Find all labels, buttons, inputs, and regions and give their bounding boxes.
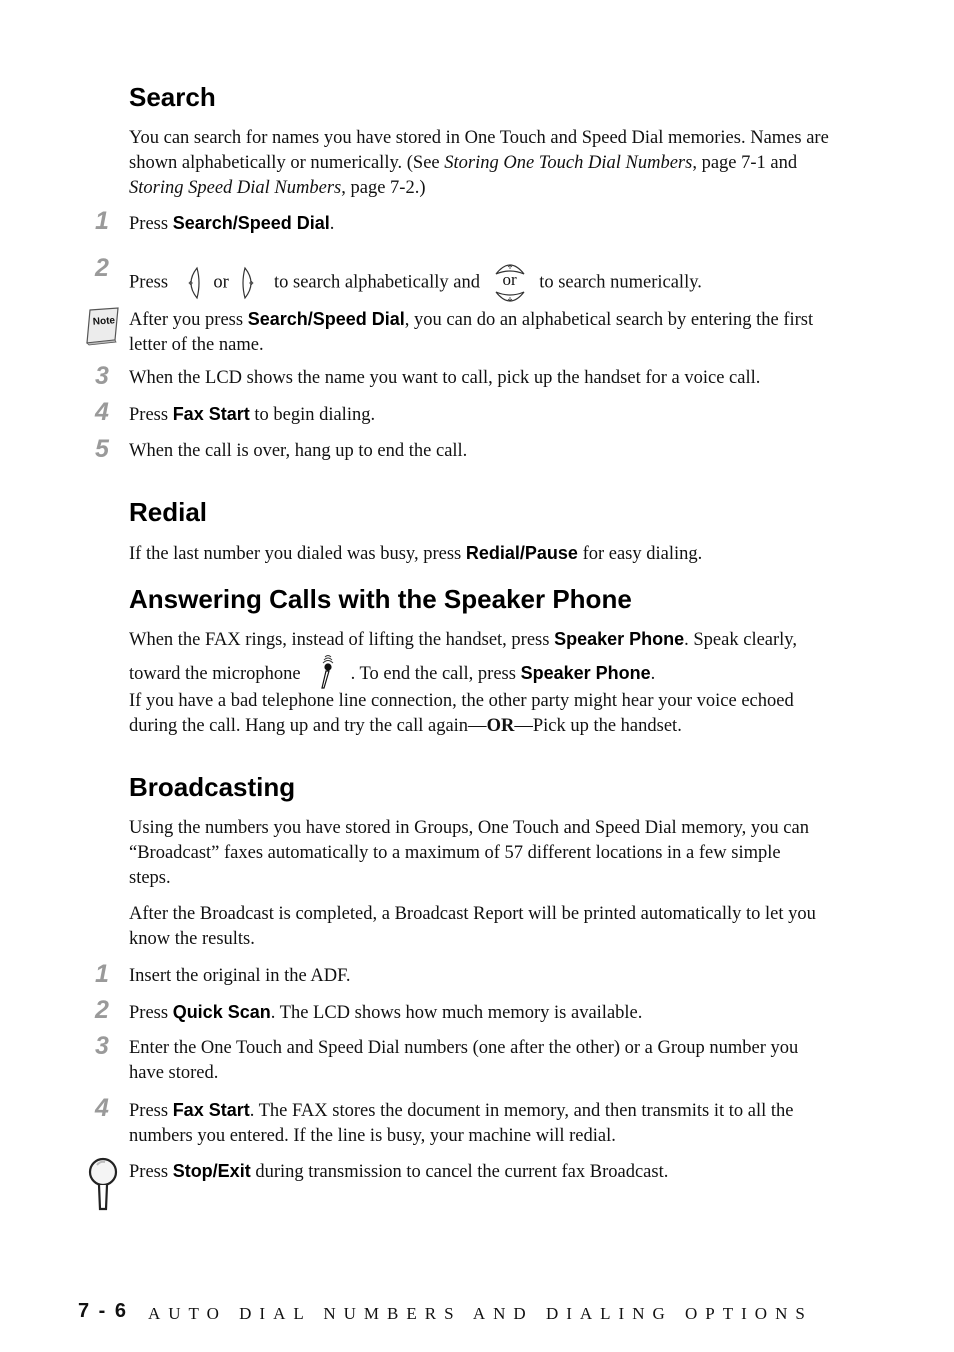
search-intro: You can search for names you have stored in One Touch and Speed Dial memories. Names are shown alphabetically or numerically. (See Storing One Touch Dial Numbers, page 7-1 and Storing Speed Dial Numbers, page 7-2.) bbox=[129, 128, 829, 198]
left-arrow-key-icon bbox=[181, 266, 203, 300]
broadcast-paragraph-2: After the Broadcast is completed, a Broadcast Report will be printed automatically to let you know the results. bbox=[129, 904, 816, 949]
broadcast-step-3: Enter the One Touch and Speed Dial numbers (one after the other) or a Group number you have stored. bbox=[129, 1038, 799, 1083]
redial-paragraph: If the last number you dialed was busy, press Redial/Pause for easy dialing. bbox=[129, 543, 703, 564]
microphone-icon bbox=[313, 653, 343, 691]
step-number: 4 bbox=[95, 1094, 109, 1122]
step-number: 1 bbox=[95, 960, 109, 988]
broadcast-step-4: Press Fax Start. The FAX stores the document in memory, and then transmits it to all the numbers you entered. If the line is busy, your machine will redial. bbox=[129, 1100, 794, 1146]
step-number: 3 bbox=[95, 362, 109, 390]
step-number: 1 bbox=[95, 207, 109, 235]
step-number: 2 bbox=[95, 254, 109, 282]
speaker-paragraph-2: If you have a bad telephone line connection, the other party might hear your voice echoed during the call. Hang up and try the call again—OR—Pick up the handset. bbox=[129, 691, 794, 736]
note-label: Note bbox=[92, 315, 116, 328]
search-step-4: Press Fax Start to begin dialing. bbox=[129, 404, 376, 425]
broadcast-tip: Press Stop/Exit during transmission to cancel the current fax Broadcast. bbox=[129, 1161, 669, 1182]
heading-redial: Redial bbox=[129, 497, 208, 527]
lightbulb-tip-icon bbox=[86, 1156, 120, 1212]
heading-speaker-phone: Answering Calls with the Speaker Phone bbox=[129, 584, 632, 614]
page-number: 7 - 6 bbox=[78, 1300, 129, 1322]
step-number: 4 bbox=[95, 398, 109, 426]
search-step-5: When the call is over, hang up to end the call. bbox=[129, 441, 468, 461]
running-footer-title: AUTO DIAL NUMBERS AND DIALING OPTIONS bbox=[148, 1304, 813, 1323]
right-arrow-key-icon bbox=[239, 266, 261, 300]
heading-broadcasting: Broadcasting bbox=[129, 772, 296, 802]
step-number: 3 bbox=[95, 1032, 109, 1060]
broadcast-step-2: Press Quick Scan. The LCD shows how much memory is available. bbox=[129, 1002, 643, 1023]
speaker-paragraph-1: When the FAX rings, instead of lifting the handset, press Speaker Phone. Speak clearly, toward the microphone . To end the call, press Speaker Phone. bbox=[129, 627, 819, 691]
heading-search: Search bbox=[129, 82, 216, 112]
broadcast-step-1: Insert the original in the ADF. bbox=[129, 966, 351, 986]
search-step-3: When the LCD shows the name you want to call, pick up the handset for a voice call. bbox=[129, 368, 761, 388]
step-number: 2 bbox=[95, 996, 109, 1024]
up-down-key-icon: or bbox=[493, 258, 527, 308]
step-number: 5 bbox=[95, 435, 109, 463]
search-step-1: Press Search/Speed Dial. bbox=[129, 213, 335, 234]
broadcast-paragraph-1: Using the numbers you have stored in Groups, One Touch and Speed Dial memory, you can “Broadcast” faxes automatically to a maximum of 57 different locations in a few simple steps. bbox=[129, 818, 809, 888]
search-step-2: Press or to search alphabetically and or to search numerically. bbox=[129, 258, 849, 308]
search-note: After you press Search/Speed Dial, you can do an alphabetical search by entering the first letter of the name. bbox=[129, 309, 814, 355]
